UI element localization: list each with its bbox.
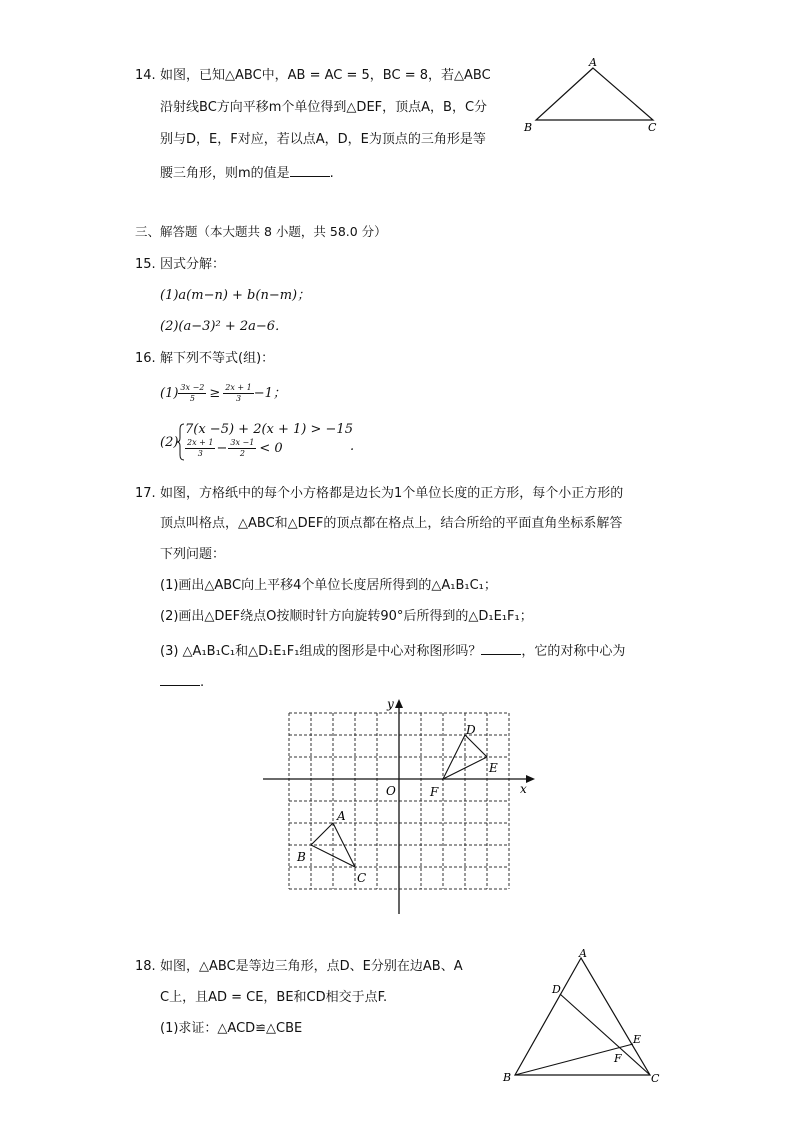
- q17-label-a: A: [337, 809, 346, 823]
- q16-p2-num1: 2x + 1: [187, 438, 214, 447]
- q16-p2-den2: 2: [239, 449, 245, 458]
- q17-part3-end: .: [200, 675, 205, 690]
- q14-triangle-figure: [515, 55, 675, 135]
- q16-p1-tail: −1；: [253, 385, 286, 401]
- q14-answer-blank[interactable]: [290, 164, 330, 177]
- q17-label-e: E: [489, 761, 498, 775]
- q17-label-c: C: [357, 871, 367, 885]
- q16-p1-den2: 3: [235, 393, 242, 403]
- q16-p1-den1: 5: [189, 393, 195, 403]
- section-3-title: 三、解答题（本大题共 8 小题，共 58.0 分）: [135, 224, 387, 239]
- q16-p2-fraction-1: [185, 439, 215, 458]
- q14-label-a: A: [589, 56, 597, 69]
- q16-p1-geq: ≥: [209, 385, 221, 401]
- q16-p2-minus: −: [216, 441, 228, 456]
- q16-p2-den1: 3: [197, 449, 203, 458]
- q14-label-b: B: [524, 121, 533, 134]
- q16-p2-line2: [185, 439, 283, 458]
- q17-text-line3: 下列问题：: [160, 547, 226, 562]
- q17-part3-line2: [160, 673, 204, 689]
- q14-line4-text: 腰三角形，则m的值是: [160, 166, 290, 181]
- q17-answer-blank-1[interactable]: [481, 642, 521, 655]
- q16-p2-line1: 7(x −5) + 2(x + 1) > −15: [185, 422, 353, 437]
- q16-p2-brace-icon: [177, 423, 185, 461]
- q18-label-b: B: [503, 1071, 512, 1084]
- q15-part1: (1)a(m−n) + b(n−m)；: [160, 288, 311, 303]
- q18-label-e: E: [633, 1033, 642, 1046]
- q17-label-b: B: [297, 850, 306, 864]
- q16-p1-num1: 3x −2: [180, 382, 205, 392]
- q16-p2-fraction-2: [228, 439, 256, 458]
- q17-part3-question: (3) △A₁B₁C₁和△D₁E₁F₁组成的图形是中心对称图形吗？: [160, 644, 482, 659]
- q18-number: 18.: [135, 959, 156, 974]
- q14-text-line1: 如图，已知△ABC中，AB = AC = 5，BC = 8，若△ABC: [160, 68, 491, 83]
- q16-p1-label: (1): [160, 385, 179, 401]
- q14-text-line3: 别与D，E，F对应，若以点A，D，E为顶点的三角形是等: [160, 132, 486, 147]
- q14-text-line4: [160, 164, 334, 180]
- q18-label-c: C: [651, 1072, 660, 1085]
- q16-prompt: 解下列不等式(组)：: [160, 351, 275, 366]
- q17-label-o: O: [386, 784, 396, 798]
- q16-p1-num2: 2x + 1: [225, 382, 252, 392]
- q14-label-c: C: [648, 121, 657, 134]
- q17-number: 17.: [135, 486, 156, 501]
- q15-prompt: 因式分解：: [160, 257, 226, 272]
- q16-p2-tail: < 0: [259, 441, 283, 456]
- q17-x-axis-arrow-icon: [526, 775, 535, 783]
- q17-answer-blank-2[interactable]: [160, 673, 200, 686]
- q17-part1: (1)画出△ABC向上平移4个单位长度居所得到的△A₁B₁C₁；: [160, 578, 497, 593]
- q16-p1-fraction-1: [178, 384, 206, 403]
- q16-p2-num2: 3x −1: [230, 438, 255, 447]
- q17-text-line1: 如图，方格纸中的每个小方格都是边长为1个单位长度的正方形，每个小正方形的: [160, 486, 624, 501]
- q17-part3: [160, 642, 625, 658]
- q17-part2: (2)画出△DEF绕点O按顺时针方向旋转90°后所得到的△D₁E₁F₁；: [160, 609, 533, 624]
- q16-part1: [160, 380, 286, 406]
- q15-part2: (2)(a−3)² + 2a−6．: [160, 319, 289, 334]
- q14-line4-end: .: [329, 166, 334, 181]
- q16-p2-end: .: [350, 439, 355, 454]
- q18-text-line1: 如图，△ABC是等边三角形，点D、E分别在边AB、A: [160, 959, 463, 974]
- q14-number: 14.: [135, 68, 156, 83]
- q18-text-line2: C上，且AD = CE，BE和CD相交于点F.: [160, 990, 388, 1005]
- q17-coordinate-grid-figure: [255, 690, 545, 920]
- q16-number: 16.: [135, 351, 156, 366]
- q17-label-f: F: [430, 785, 439, 799]
- q16-p2-label: (2): [160, 435, 179, 450]
- q17-label-d: D: [466, 723, 476, 737]
- q14-triangle-abc: [536, 68, 653, 120]
- q18-label-a: A: [579, 947, 587, 960]
- q16-p1-fraction-2: [223, 384, 253, 403]
- q17-text-line2: 顶点叫格点，△ABC和△DEF的顶点都在格点上，结合所给的平面直角坐标系解答: [160, 516, 623, 531]
- q18-part1: (1)求证：△ACD≌△CBE: [160, 1021, 303, 1036]
- q18-label-d: D: [552, 983, 561, 996]
- q14-text-line2: 沿射线BC方向平移m个单位得到△DEF，顶点A，B，C分: [160, 100, 488, 115]
- q18-triangle-figure: [500, 945, 675, 1095]
- q17-label-x: x: [520, 782, 527, 796]
- q18-label-f: F: [614, 1052, 622, 1065]
- q17-y-axis-arrow-icon: [395, 699, 403, 708]
- q15-number: 15.: [135, 257, 156, 272]
- q17-label-y: y: [387, 697, 394, 711]
- q17-part3-center: ，它的对称中心为: [521, 644, 626, 659]
